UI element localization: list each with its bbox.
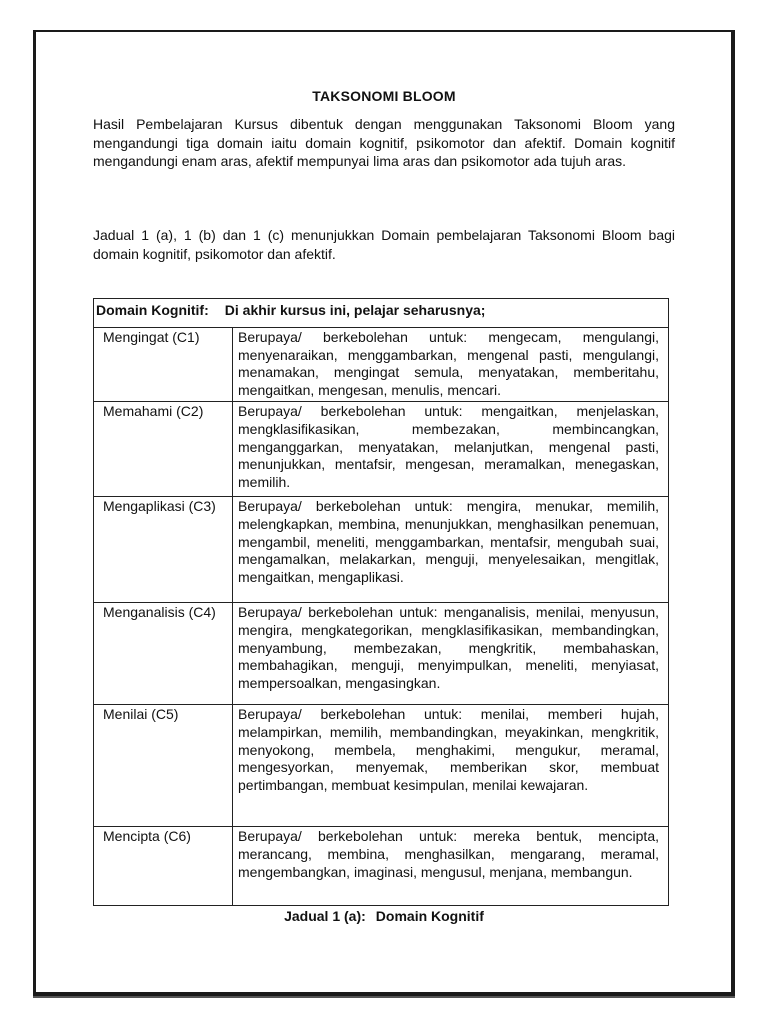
table-row [94, 328, 669, 402]
level-cell: Mencipta (C6) [94, 827, 233, 906]
header-domain-label: Domain Kognitif: [96, 302, 209, 318]
description-cell: Berupaya/ berkebolehan untuk: menilai, memberi hujah, melampirkan, memilih, membandingkan, meyakinkan, mengkritik, menyokong, membela, menghakimi, mengukur, meramal, mengesyorkan, menyemak, memberikan skor, membuat pertimbangan, membuat kesimpulan, menilai kewajaran. [233, 705, 669, 827]
table-row [94, 603, 669, 705]
table-header [94, 299, 669, 328]
table-caption [93, 908, 675, 924]
table-row [94, 705, 669, 827]
header-description: Di akhir kursus ini, pelajar seharusnya; [224, 302, 486, 318]
description-cell: Berupaya/ berkebolehan untuk: mereka bentuk, mencipta, merancang, membina, menghasilkan, mengarang, meramal, mengembangkan, imaginasi, mengusul, menjana, membangun. [233, 827, 669, 906]
table-row [94, 402, 669, 497]
page-title: TAKSONOMI BLOOM [312, 88, 456, 104]
level-cell: Menganalisis (C4) [94, 603, 233, 705]
table-row [94, 827, 669, 906]
level-cell: Mengingat (C1) [94, 328, 233, 402]
description-cell: Berupaya/ berkebolehan untuk: mengecam, mengulangi, menyenaraikan, menggambarkan, mengenal pasti, mengulangi, menamakan, mengingat semula, menyatakan, memberitahu, mengaitkan, mengesan, menulis, mencari. [233, 328, 669, 402]
level-cell: Mengaplikasi (C3) [94, 497, 233, 603]
table-row [94, 497, 669, 603]
level-cell: Menilai (C5) [94, 705, 233, 827]
description-cell: Berupaya/ berkebolehan untuk: mengira, menukar, memilih, melengkapkan, membina, menunjukkan, menghasilkan penemuan, mengambil, meneliti, menggambarkan, mentafsir, mengubah suai, mengamalkan, melakarkan, menguji, menyelesaikan, mengitlak, mengaitkan, mengaplikasi. [233, 497, 669, 603]
cognitive-domain-table [93, 298, 669, 906]
caption-text: Domain Kognitif [375, 908, 484, 924]
description-cell: Berupaya/ berkebolehan untuk: mengaitkan, menjelaskan, mengklasifikasikan, membezakan, membincangkan, menganggarkan, menyatakan, melanjutkan, mengenal pasti, menunjukkan, mentafsir, mengesan, meramalkan, menegaskan, memilih. [233, 402, 669, 497]
caption-label: Jadual 1 (a): [284, 908, 366, 924]
table-header-row [94, 299, 669, 328]
level-cell: Memahami (C2) [94, 402, 233, 497]
description-cell: Berupaya/ berkebolehan untuk: menganalisis, menilai, menyusun, mengira, mengkategorikan, mengklasifikasikan, membandingkan, menyambung, membezakan, mengkritik, membahaskan, membahagikan, menguji, menyimpulkan, meneliti, menyiasat, mempersoalkan, mengasingkan. [233, 603, 669, 705]
intro-paragraph: Hasil Pembelajaran Kursus dibentuk dengan menggunakan Taksonomi Bloom yang mengandungi tiga domain iaitu domain kognitif, psikomotor dan afektif. Domain kognitif mengandungi enam aras, afektif mempunyai lima aras dan psikomotor ada tujuh aras. [93, 116, 675, 169]
table-intro-paragraph: Jadual 1 (a), 1 (b) dan 1 (c) menunjukkan Domain pembelajaran Taksonomi Bloom bagi domain kognitif, psikomotor dan afektif. [93, 227, 675, 262]
